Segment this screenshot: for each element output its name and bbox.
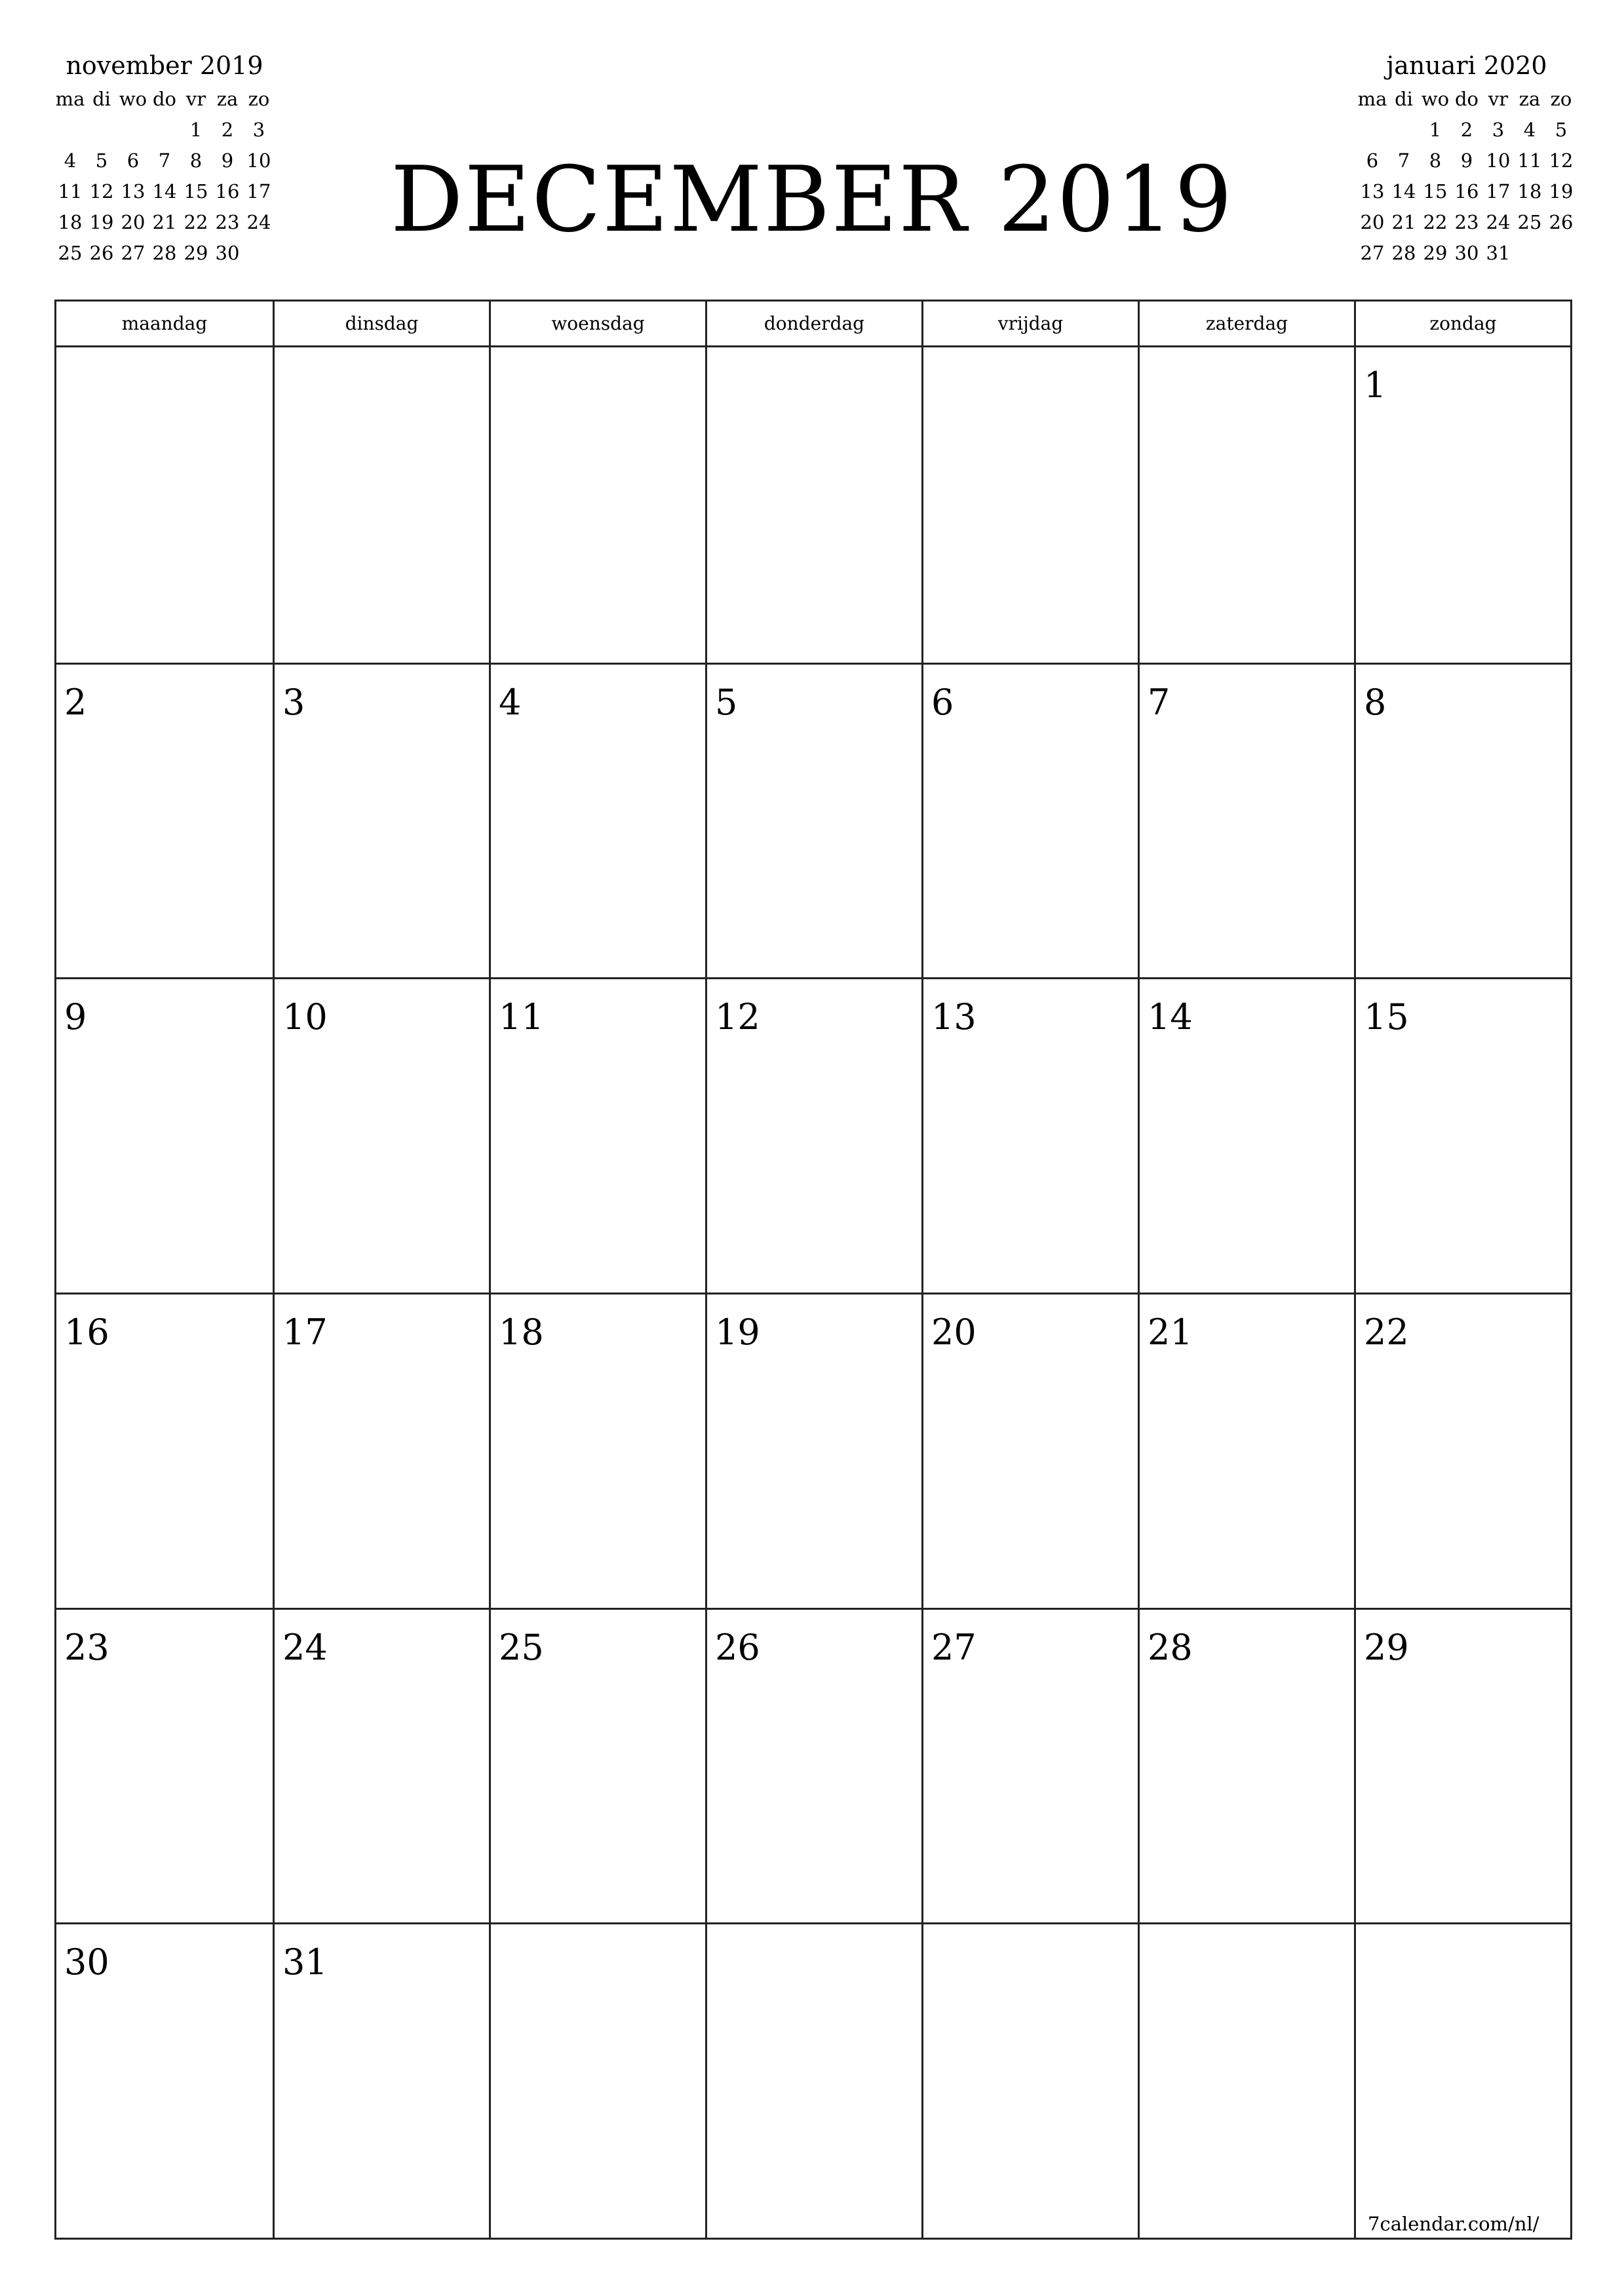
day-cell[interactable] — [1354, 1293, 1570, 1608]
mini-day: 20 — [1360, 211, 1385, 233]
mini-day: 21 — [152, 211, 177, 233]
day-cell[interactable] — [921, 1922, 1138, 2238]
day-number: 1 — [1364, 364, 1387, 406]
day-cell[interactable] — [705, 1922, 921, 2238]
mini-day — [117, 115, 149, 146]
day-number: 3 — [282, 681, 305, 723]
mini-day: 2 — [1460, 119, 1473, 141]
day-cell[interactable] — [56, 977, 273, 1293]
mini-weekday-label: zo — [248, 88, 270, 110]
day-cell[interactable] — [273, 977, 489, 1293]
mini-calendar-title: januari 2020 — [1386, 51, 1547, 80]
day-cell[interactable] — [705, 1293, 921, 1608]
mini-day: 29 — [1423, 242, 1448, 264]
day-number: 21 — [1148, 1311, 1193, 1353]
mini-weekday-label: do — [152, 88, 177, 110]
day-cell[interactable] — [273, 1922, 489, 2238]
day-cell[interactable] — [489, 1922, 705, 2238]
mini-calendar-next — [1357, 47, 1577, 269]
day-cell[interactable] — [1354, 1608, 1570, 1923]
day-cell[interactable] — [921, 663, 1138, 978]
day-cell[interactable] — [56, 663, 273, 978]
weekday-header-row — [56, 302, 1570, 347]
mini-day: 4 — [1523, 119, 1536, 141]
day-number: 26 — [715, 1626, 760, 1668]
day-number: 15 — [1364, 996, 1409, 1038]
day-cell[interactable] — [489, 977, 705, 1293]
day-cell[interactable] — [921, 1293, 1138, 1608]
day-number: 25 — [499, 1626, 544, 1668]
day-cell[interactable] — [489, 347, 705, 663]
mini-day: 17 — [1486, 180, 1511, 203]
mini-day: 1 — [189, 119, 203, 141]
mini-day: 17 — [246, 180, 271, 203]
day-number: 19 — [715, 1311, 760, 1353]
day-cell[interactable] — [921, 977, 1138, 1293]
mini-day — [1514, 238, 1545, 269]
mini-day: 23 — [1454, 211, 1479, 233]
mini-day: 5 — [1555, 119, 1568, 141]
day-cell[interactable] — [1138, 1293, 1354, 1608]
mini-weekday-label: ma — [55, 88, 85, 110]
day-cell[interactable] — [489, 1608, 705, 1923]
mini-day: 11 — [1517, 149, 1542, 172]
mini-weekday-label: ma — [1357, 88, 1387, 110]
weekday-header: donderdag — [705, 302, 921, 345]
mini-day: 25 — [1517, 211, 1542, 233]
mini-day: 22 — [184, 211, 208, 233]
day-number: 2 — [64, 681, 87, 723]
day-number: 27 — [931, 1626, 976, 1668]
day-cell[interactable] — [56, 1922, 273, 2238]
mini-day: 15 — [184, 180, 208, 203]
day-cell[interactable] — [489, 1293, 705, 1608]
day-number: 6 — [931, 681, 954, 723]
mini-day: 2 — [221, 119, 234, 141]
mini-weekday-label: di — [92, 88, 111, 110]
mini-day: 22 — [1423, 211, 1448, 233]
mini-day: 25 — [58, 242, 83, 264]
mini-day — [1357, 115, 1388, 146]
mini-day: 27 — [121, 242, 145, 264]
day-cell[interactable] — [1138, 347, 1354, 663]
mini-day: 14 — [1391, 180, 1416, 203]
day-number: 16 — [64, 1311, 109, 1353]
mini-day: 16 — [215, 180, 240, 203]
weekday-header: dinsdag — [273, 302, 489, 345]
mini-weekday-label: di — [1395, 88, 1413, 110]
day-cell[interactable] — [705, 347, 921, 663]
day-cell[interactable] — [705, 663, 921, 978]
mini-day: 24 — [246, 211, 271, 233]
mini-weekday-label: wo — [119, 88, 147, 110]
mini-day — [149, 115, 180, 146]
mini-day — [86, 115, 117, 146]
mini-day: 3 — [252, 119, 265, 141]
day-number: 5 — [715, 681, 738, 723]
day-number: 31 — [282, 1941, 328, 1983]
weekday-header: zaterdag — [1138, 302, 1354, 345]
day-number: 22 — [1364, 1311, 1409, 1353]
day-number: 4 — [499, 681, 522, 723]
day-cell[interactable] — [56, 347, 273, 663]
mini-day: 10 — [1486, 149, 1511, 172]
day-cell[interactable] — [273, 347, 489, 663]
day-cell[interactable] — [921, 347, 1138, 663]
day-number: 9 — [64, 996, 87, 1038]
day-cell[interactable] — [1138, 1922, 1354, 2238]
mini-weekday-label: vr — [1488, 88, 1509, 110]
mini-day: 24 — [1486, 211, 1511, 233]
day-cell[interactable] — [273, 663, 489, 978]
mini-weekday-label: za — [1518, 88, 1541, 110]
day-cell[interactable] — [705, 1608, 921, 1923]
mini-weekday-label: za — [216, 88, 239, 110]
mini-day: 12 — [89, 180, 114, 203]
mini-weekday-label: do — [1454, 88, 1479, 110]
mini-day: 11 — [58, 180, 83, 203]
day-number: 18 — [499, 1311, 544, 1353]
mini-day: 9 — [221, 149, 234, 172]
mini-day: 9 — [1460, 149, 1473, 172]
mini-day — [54, 115, 86, 146]
day-cell[interactable] — [1138, 977, 1354, 1293]
mini-day: 16 — [1454, 180, 1479, 203]
mini-day: 29 — [184, 242, 208, 264]
mini-day: 3 — [1492, 119, 1505, 141]
mini-day — [1388, 115, 1420, 146]
mini-weekday-label: vr — [185, 88, 206, 110]
mini-day: 10 — [246, 149, 271, 172]
mini-day: 27 — [1360, 242, 1385, 264]
day-cell[interactable] — [1354, 663, 1570, 978]
mini-day: 4 — [64, 149, 77, 172]
day-cells — [56, 347, 1570, 2238]
day-cell[interactable] — [1354, 1922, 1570, 2238]
weekday-header: woensdag — [489, 302, 705, 345]
day-number: 11 — [499, 996, 544, 1038]
mini-day: 19 — [1549, 180, 1574, 203]
mini-day: 23 — [215, 211, 240, 233]
mini-day: 28 — [152, 242, 177, 264]
day-cell[interactable] — [1138, 663, 1354, 978]
mini-day: 12 — [1549, 149, 1574, 172]
weekday-header: vrijdag — [921, 302, 1138, 345]
mini-day: 21 — [1391, 211, 1416, 233]
day-number: 8 — [1364, 681, 1387, 723]
mini-day: 20 — [121, 211, 145, 233]
day-cell[interactable] — [1138, 1608, 1354, 1923]
day-number: 23 — [64, 1626, 109, 1668]
mini-day: 18 — [58, 211, 83, 233]
mini-weekday-label: zo — [1550, 88, 1572, 110]
day-cell[interactable] — [273, 1608, 489, 1923]
mini-day: 6 — [1366, 149, 1379, 172]
mini-day: 1 — [1429, 119, 1442, 141]
mini-day: 13 — [121, 180, 145, 203]
day-cell[interactable] — [273, 1293, 489, 1608]
mini-day: 26 — [1549, 211, 1574, 233]
mini-day: 13 — [1360, 180, 1385, 203]
mini-day: 7 — [158, 149, 171, 172]
mini-day: 28 — [1391, 242, 1416, 264]
mini-day — [1545, 238, 1577, 269]
day-number: 29 — [1364, 1626, 1409, 1668]
mini-day: 31 — [1486, 242, 1511, 264]
mini-day: 18 — [1517, 180, 1542, 203]
mini-day: 6 — [126, 149, 140, 172]
mini-day: 5 — [95, 149, 108, 172]
mini-calendar-grid — [1357, 84, 1577, 269]
mini-day: 30 — [215, 242, 240, 264]
day-cell[interactable] — [56, 1608, 273, 1923]
day-number: 12 — [715, 996, 760, 1038]
day-number: 28 — [1148, 1626, 1193, 1668]
mini-day: 30 — [1454, 242, 1479, 264]
day-cell[interactable] — [489, 663, 705, 978]
day-cell[interactable] — [705, 977, 921, 1293]
mini-day: 14 — [152, 180, 177, 203]
mini-day: 26 — [89, 242, 114, 264]
day-cell[interactable] — [921, 1608, 1138, 1923]
day-cell[interactable] — [1354, 977, 1570, 1293]
mini-day: 8 — [1429, 149, 1442, 172]
mini-day: 15 — [1423, 180, 1448, 203]
day-number: 30 — [64, 1941, 109, 1983]
mini-weekday-label: wo — [1421, 88, 1450, 110]
day-number: 7 — [1148, 681, 1170, 723]
day-number: 20 — [931, 1311, 976, 1353]
day-number: 10 — [282, 996, 328, 1038]
site-credit: 7calendar.com/nl/ — [1368, 2213, 1539, 2235]
day-cell[interactable] — [1354, 347, 1570, 663]
page-title: DECEMBER 2019 — [390, 147, 1234, 252]
day-number: 14 — [1148, 996, 1193, 1038]
mini-calendar-title: november 2019 — [66, 51, 263, 80]
month-grid — [54, 300, 1572, 2240]
mini-day: 7 — [1397, 149, 1410, 172]
weekday-header: zondag — [1354, 302, 1570, 345]
day-number: 24 — [282, 1626, 328, 1668]
weekday-header: maandag — [121, 313, 208, 334]
mini-day: 19 — [89, 211, 114, 233]
day-number: 13 — [931, 996, 976, 1038]
day-number: 17 — [282, 1311, 328, 1353]
mini-day: 8 — [189, 149, 203, 172]
day-cell[interactable] — [56, 1293, 273, 1608]
